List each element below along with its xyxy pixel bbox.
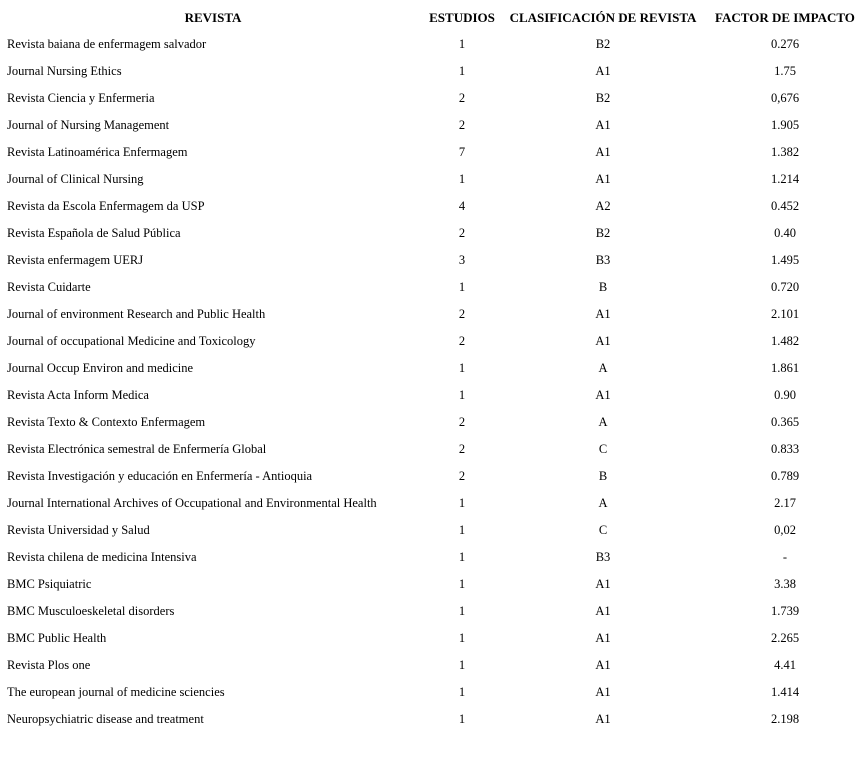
cell-clasificacion: B2 bbox=[595, 226, 611, 240]
table-row bbox=[2, 571, 864, 598]
cell-clasificacion: C bbox=[598, 523, 608, 537]
cell-clasificacion: A1 bbox=[595, 172, 611, 186]
cell-clasificacion: B bbox=[598, 469, 608, 483]
cell-factor-impacto: 1.214 bbox=[770, 172, 800, 186]
cell-revista: Neuropsychiatric disease and treatment bbox=[7, 712, 204, 726]
table-header bbox=[2, 5, 864, 31]
table-row bbox=[2, 652, 864, 679]
cell-revista: Journal of Nursing Management bbox=[7, 118, 170, 132]
cell-factor-impacto: 4.41 bbox=[774, 658, 796, 672]
cell-revista: Revista baiana de enfermagem salvador bbox=[7, 37, 207, 51]
cell-factor-impacto: 1.482 bbox=[770, 334, 800, 348]
cell-estudios: 1 bbox=[458, 172, 466, 186]
cell-clasificacion: A1 bbox=[595, 577, 611, 591]
cell-factor-impacto: 0,676 bbox=[770, 91, 800, 105]
cell-estudios: 1 bbox=[458, 280, 466, 294]
table-row bbox=[2, 679, 864, 706]
cell-clasificacion: A1 bbox=[595, 604, 611, 618]
cell-estudios: 1 bbox=[458, 631, 466, 645]
cell-factor-impacto: 2.101 bbox=[770, 307, 800, 321]
cell-factor-impacto: - bbox=[782, 550, 788, 564]
table-row bbox=[2, 355, 864, 382]
table-row bbox=[2, 706, 864, 733]
cell-estudios: 7 bbox=[458, 145, 466, 159]
cell-revista: Revista Texto & Contexto Enfermagem bbox=[7, 415, 206, 429]
cell-revista: Revista Electrónica semestral de Enfermería Global bbox=[7, 442, 267, 456]
cell-revista: BMC Psiquiatric bbox=[7, 577, 92, 591]
cell-clasificacion: B2 bbox=[595, 91, 611, 105]
table-row bbox=[2, 112, 864, 139]
cell-revista: Revista Universidad y Salud bbox=[7, 523, 150, 537]
table-body bbox=[2, 31, 864, 733]
table-row bbox=[2, 193, 864, 220]
cell-revista: Revista Española de Salud Pública bbox=[7, 226, 181, 240]
cell-estudios: 2 bbox=[458, 469, 466, 483]
cell-estudios: 2 bbox=[458, 226, 466, 240]
journals-table bbox=[2, 5, 864, 733]
cell-estudios: 2 bbox=[458, 118, 466, 132]
table-row bbox=[2, 139, 864, 166]
cell-revista: BMC Musculoeskeletal disorders bbox=[7, 604, 175, 618]
header-revista: REVISTA bbox=[184, 10, 242, 25]
cell-revista: Journal of occupational Medicine and Toxicology bbox=[7, 334, 256, 348]
table-row bbox=[2, 58, 864, 85]
cell-estudios: 1 bbox=[458, 658, 466, 672]
cell-clasificacion: A1 bbox=[595, 145, 611, 159]
cell-clasificacion: A1 bbox=[595, 307, 611, 321]
table-row bbox=[2, 544, 864, 571]
cell-revista: Revista Cuidarte bbox=[7, 280, 91, 294]
cell-factor-impacto: 2.17 bbox=[774, 496, 796, 510]
cell-estudios: 1 bbox=[458, 712, 466, 726]
cell-factor-impacto: 0,02 bbox=[774, 523, 796, 537]
cell-clasificacion: B3 bbox=[595, 550, 611, 564]
header-estudios: ESTUDIOS bbox=[429, 10, 495, 25]
cell-factor-impacto: 0.720 bbox=[770, 280, 800, 294]
cell-factor-impacto: 1.861 bbox=[770, 361, 800, 375]
cell-clasificacion: A1 bbox=[595, 334, 611, 348]
header-clasificacion: CLASIFICACIÓN DE REVISTA bbox=[509, 10, 697, 25]
table-row bbox=[2, 490, 864, 517]
cell-estudios: 4 bbox=[458, 199, 466, 213]
cell-clasificacion: B bbox=[598, 280, 608, 294]
cell-estudios: 2 bbox=[458, 415, 466, 429]
cell-estudios: 1 bbox=[458, 388, 466, 402]
cell-estudios: 2 bbox=[458, 334, 466, 348]
cell-estudios: 2 bbox=[458, 307, 466, 321]
table-row bbox=[2, 31, 864, 58]
cell-clasificacion: A1 bbox=[595, 631, 611, 645]
cell-revista: Journal Occup Environ and medicine bbox=[7, 361, 194, 375]
cell-clasificacion: B3 bbox=[595, 253, 611, 267]
table-row bbox=[2, 598, 864, 625]
cell-revista: Journal International Archives of Occupational and Environmental Health bbox=[7, 496, 377, 510]
table-row bbox=[2, 463, 864, 490]
cell-factor-impacto: 3.38 bbox=[774, 577, 796, 591]
cell-revista: Revista Plos one bbox=[7, 658, 91, 672]
cell-revista: BMC Public Health bbox=[7, 631, 107, 645]
cell-clasificacion: A bbox=[598, 415, 608, 429]
table-row bbox=[2, 625, 864, 652]
table-row bbox=[2, 436, 864, 463]
cell-clasificacion: A1 bbox=[595, 118, 611, 132]
cell-estudios: 1 bbox=[458, 550, 466, 564]
table-row bbox=[2, 247, 864, 274]
cell-estudios: 1 bbox=[458, 64, 466, 78]
cell-clasificacion: A1 bbox=[595, 64, 611, 78]
cell-factor-impacto: 1.495 bbox=[770, 253, 800, 267]
cell-factor-impacto: 1.414 bbox=[770, 685, 800, 699]
cell-revista: Revista chilena de medicina Intensiva bbox=[7, 550, 197, 564]
cell-revista: The european journal of medicine sciencies bbox=[7, 685, 225, 699]
cell-clasificacion: A bbox=[598, 496, 608, 510]
cell-revista: Journal of environment Research and Public Health bbox=[7, 307, 266, 321]
cell-factor-impacto: 1.905 bbox=[770, 118, 800, 132]
cell-factor-impacto: 0.789 bbox=[770, 469, 800, 483]
cell-revista: Journal of Clinical Nursing bbox=[7, 172, 144, 186]
cell-clasificacion: A1 bbox=[595, 685, 611, 699]
cell-estudios: 1 bbox=[458, 523, 466, 537]
table-row bbox=[2, 328, 864, 355]
cell-clasificacion: A1 bbox=[595, 388, 611, 402]
cell-factor-impacto: 0.276 bbox=[770, 37, 800, 51]
table-row bbox=[2, 166, 864, 193]
cell-factor-impacto: 1.739 bbox=[770, 604, 800, 618]
cell-factor-impacto: 0.452 bbox=[770, 199, 800, 213]
cell-factor-impacto: 0.833 bbox=[770, 442, 800, 456]
header-factor-impacto: FACTOR DE IMPACTO bbox=[715, 10, 855, 25]
table-row bbox=[2, 517, 864, 544]
cell-revista: Revista enfermagem UERJ bbox=[7, 253, 144, 267]
cell-revista: Revista da Escola Enfermagem da USP bbox=[7, 199, 205, 213]
cell-estudios: 1 bbox=[458, 577, 466, 591]
table-row bbox=[2, 220, 864, 247]
cell-factor-impacto: 0.40 bbox=[774, 226, 796, 240]
table-row bbox=[2, 85, 864, 112]
cell-factor-impacto: 1.382 bbox=[770, 145, 800, 159]
cell-estudios: 2 bbox=[458, 442, 466, 456]
cell-estudios: 1 bbox=[458, 37, 466, 51]
cell-estudios: 1 bbox=[458, 685, 466, 699]
table-row bbox=[2, 409, 864, 436]
cell-factor-impacto: 0.90 bbox=[774, 388, 796, 402]
cell-factor-impacto: 2.198 bbox=[770, 712, 800, 726]
cell-estudios: 3 bbox=[458, 253, 466, 267]
cell-estudios: 1 bbox=[458, 496, 466, 510]
cell-clasificacion: B2 bbox=[595, 37, 611, 51]
cell-clasificacion: A1 bbox=[595, 712, 611, 726]
cell-revista: Revista Acta Inform Medica bbox=[7, 388, 149, 402]
table-row bbox=[2, 274, 864, 301]
cell-factor-impacto: 2.265 bbox=[770, 631, 800, 645]
cell-clasificacion: A1 bbox=[595, 658, 611, 672]
table-row bbox=[2, 301, 864, 328]
cell-estudios: 1 bbox=[458, 604, 466, 618]
cell-factor-impacto: 0.365 bbox=[770, 415, 800, 429]
table-row bbox=[2, 382, 864, 409]
cell-revista: Revista Investigación y educación en Enfermería - Antioquia bbox=[7, 469, 313, 483]
cell-clasificacion: A bbox=[598, 361, 608, 375]
cell-clasificacion: C bbox=[598, 442, 608, 456]
cell-estudios: 2 bbox=[458, 91, 466, 105]
cell-factor-impacto: 1.75 bbox=[774, 64, 796, 78]
header-row bbox=[2, 5, 864, 31]
cell-revista: Journal Nursing Ethics bbox=[7, 64, 122, 78]
cell-clasificacion: A2 bbox=[595, 199, 611, 213]
cell-estudios: 1 bbox=[458, 361, 466, 375]
cell-revista: Revista Latinoamérica Enfermagem bbox=[7, 145, 188, 159]
cell-revista: Revista Ciencia y Enfermeria bbox=[7, 91, 155, 105]
